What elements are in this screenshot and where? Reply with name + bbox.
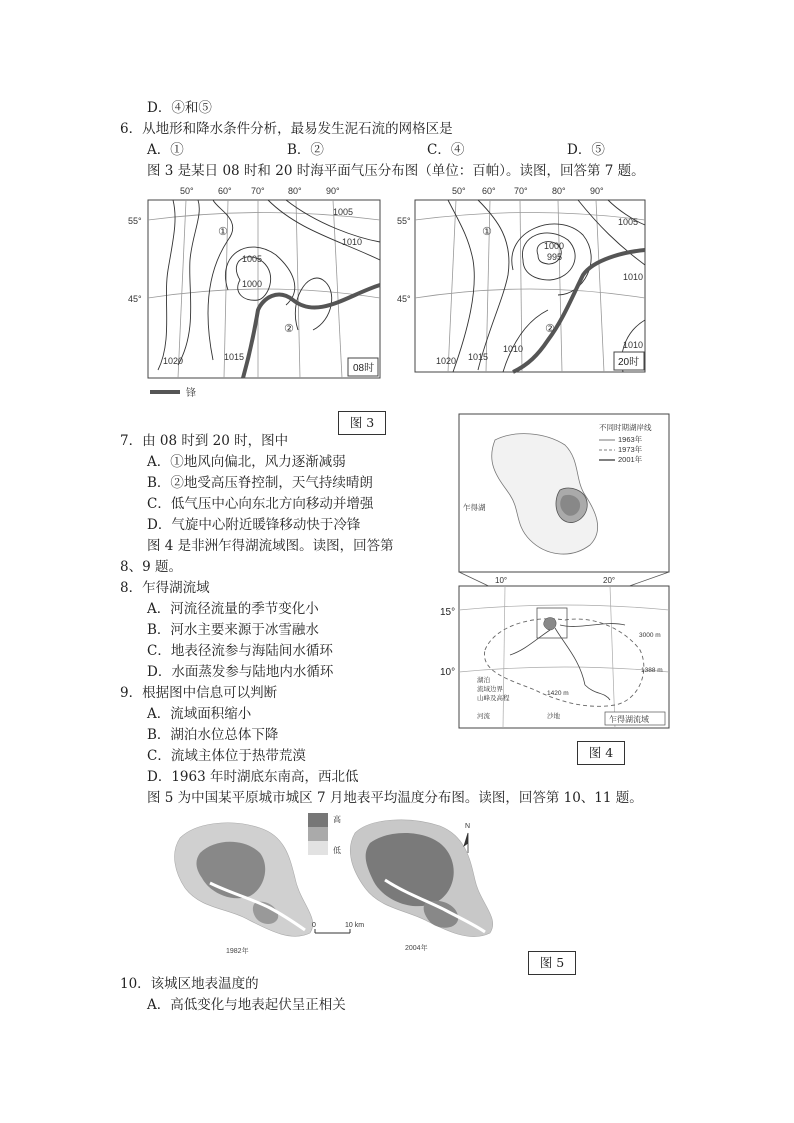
fig3-lat-45-right: 45° bbox=[397, 294, 411, 304]
fig4-lake-chad-map bbox=[455, 410, 675, 735]
q8-stem: 8．乍得湖流域 bbox=[120, 580, 210, 596]
q7-option-d: D．气旋中心附近暖锋移动快于冷锋 bbox=[147, 517, 361, 533]
fig4-intro-line1: 图 4 是非洲乍得湖流域图。读图，回答第 bbox=[147, 538, 394, 554]
fig4-peak-2: 1388 m bbox=[641, 667, 663, 674]
fig4-legend-peak: 山峰及高程 bbox=[477, 695, 510, 702]
q9-stem: 9．根据图中信息可以判断 bbox=[120, 685, 278, 701]
fig3-left-isobar-1: 1005 bbox=[333, 207, 354, 217]
fig4-lon-10: 10° bbox=[495, 576, 508, 585]
q9-option-b: B．湖泊水位总体下降 bbox=[147, 727, 279, 743]
q6-option-a: A．① bbox=[147, 142, 184, 158]
q9-option-a: A．流域面积缩小 bbox=[147, 706, 252, 722]
fig4-legend-sand: 沙地 bbox=[547, 713, 560, 720]
fig3-left-isobar-5: 1015 bbox=[224, 352, 245, 362]
fig3-lon-50-right: 50° bbox=[452, 186, 466, 196]
fig4-caption: 图 4 bbox=[577, 741, 625, 765]
fig4-peak-1: 3000 m bbox=[639, 632, 661, 639]
fig5-legend-high: 高 bbox=[333, 815, 341, 824]
fig3-right-isobar-7: 1010 bbox=[503, 344, 524, 354]
fig3-lon-90-left: 90° bbox=[326, 186, 340, 196]
fig3-left-isobar-2: 1010 bbox=[342, 237, 363, 247]
fig4-legend-1973: 1973年 bbox=[618, 445, 643, 454]
fig3-left-point-2: ② bbox=[284, 323, 294, 335]
fig3-right-time: 20时 bbox=[618, 357, 640, 368]
fig4-legend-boundary: 流域边界 bbox=[477, 686, 503, 693]
q9-option-d: D．1963 年时湖底东南高，西北低 bbox=[147, 769, 359, 785]
fig4-legend-1963: 1963年 bbox=[618, 435, 643, 444]
fig5-temperature-maps bbox=[170, 808, 510, 958]
fig3-left-point-1: ① bbox=[218, 226, 228, 238]
fig4-lon-20: 20° bbox=[603, 576, 616, 585]
fig3-left-isobar-4: 1000 bbox=[242, 279, 263, 289]
fig3-lon-70-left: 70° bbox=[251, 186, 265, 196]
fig3-lat-55-left: 55° bbox=[128, 216, 142, 226]
fig3-left-isobar-6: 1020 bbox=[163, 356, 184, 366]
fig3-right-isobar-2: 1000 bbox=[544, 241, 565, 251]
fig3-intro: 图 3 是某日 08 时和 20 时海平面气压分布图（单位：百帕）。读图，回答第 7 题。 bbox=[147, 163, 645, 179]
fig3-right-isobar-6: 1020 bbox=[436, 356, 457, 366]
fig5-scale-zero: 0 bbox=[312, 922, 316, 929]
q7-stem: 7．由 08 时到 20 时，图中 bbox=[120, 433, 289, 449]
fig3-lat-45-left: 45° bbox=[128, 294, 142, 304]
q9-option-c: C．流域主体位于热带荒漠 bbox=[147, 748, 306, 764]
fig5-year-1982: 1982年 bbox=[226, 948, 249, 955]
fig4-basin-label: 乍得湖流域 bbox=[609, 715, 649, 724]
fig5-year-2004: 2004年 bbox=[405, 945, 428, 952]
fig3-lat-55-right: 55° bbox=[397, 216, 411, 226]
fig3-left-time: 08时 bbox=[353, 363, 375, 374]
fig4-legend-lake: 湖泊 bbox=[477, 677, 490, 684]
fig3-right-isobar-1: 1005 bbox=[618, 217, 639, 227]
q7-option-c: C．低气压中心向东北方向移动并增强 bbox=[147, 496, 374, 512]
q5-option-d: D．④和⑤ bbox=[147, 100, 212, 116]
fig4-legend-title: 不同时期湖岸线 bbox=[599, 423, 652, 432]
fig3-lon-50-left: 50° bbox=[180, 186, 194, 196]
fig4-peak-3: 1420 m bbox=[547, 690, 569, 697]
fig3-left-isobar-3: 1005 bbox=[242, 254, 263, 264]
fig5-caption: 图 5 bbox=[528, 951, 576, 975]
fig3-lon-80-left: 80° bbox=[288, 186, 302, 196]
fig4-intro-line2: 8、9 题。 bbox=[120, 559, 182, 575]
fig3-lon-60-right: 60° bbox=[482, 186, 496, 196]
fig3-pressure-maps bbox=[118, 180, 658, 410]
fig4-legend-river: 河流 bbox=[477, 713, 490, 720]
fig3-right-isobar-8: 1010 bbox=[623, 340, 644, 350]
q7-option-a: A．①地风向偏北，风力逐渐减弱 bbox=[147, 454, 346, 470]
fig5-intro: 图 5 为中国某平原城市城区 7 月地表平均温度分布图。读图，回答第 10、11 题。 bbox=[147, 790, 643, 806]
q8-option-b: B．河水主要来源于冰雪融水 bbox=[147, 622, 319, 638]
q8-option-d: D．水面蒸发参与陆地内水循环 bbox=[147, 664, 334, 680]
fig3-right-isobar-3: 995 bbox=[547, 252, 563, 262]
fig4-legend-2001: 2001年 bbox=[618, 455, 643, 464]
fig5-legend-low: 低 bbox=[333, 846, 341, 855]
fig3-lon-70-right: 70° bbox=[514, 186, 528, 196]
fig3-lon-80-right: 80° bbox=[552, 186, 566, 196]
q6-stem: 6．从地形和降水条件分析，最易发生泥石流的网格区是 bbox=[120, 121, 453, 137]
fig5-scale-label: 10 km bbox=[345, 922, 365, 929]
fig3-lon-60-left: 60° bbox=[218, 186, 232, 196]
fig4-lake-label: 乍得湖 bbox=[463, 503, 486, 512]
fig4-lat-15: 15° bbox=[440, 607, 456, 618]
fig3-right-point-1: ① bbox=[482, 226, 492, 238]
q10-stem: 10．该城区地表温度的 bbox=[120, 976, 259, 992]
q10-option-a: A．高低变化与地表起伏呈正相关 bbox=[147, 997, 346, 1013]
q7-option-b: B．②地受高压脊控制，天气持续晴朗 bbox=[147, 475, 373, 491]
fig3-front-legend-label: 锋 bbox=[186, 388, 196, 399]
fig3-caption: 图 3 bbox=[338, 411, 386, 435]
fig3-lon-90-right: 90° bbox=[590, 186, 604, 196]
fig4-lat-10: 10° bbox=[440, 667, 456, 678]
fig5-north-label: N bbox=[465, 823, 471, 830]
q6-option-c: C．④ bbox=[427, 142, 465, 158]
q6-option-b: B．② bbox=[287, 142, 324, 158]
fig3-right-isobar-5: 1015 bbox=[468, 352, 489, 362]
fig3-right-isobar-4: 1010 bbox=[623, 272, 644, 282]
q6-option-d: D．⑤ bbox=[567, 142, 605, 158]
fig3-right-point-2: ② bbox=[545, 323, 555, 335]
q8-option-a: A．河流径流量的季节变化小 bbox=[147, 601, 319, 617]
q8-option-c: C．地表径流参与海陆间水循环 bbox=[147, 643, 333, 659]
